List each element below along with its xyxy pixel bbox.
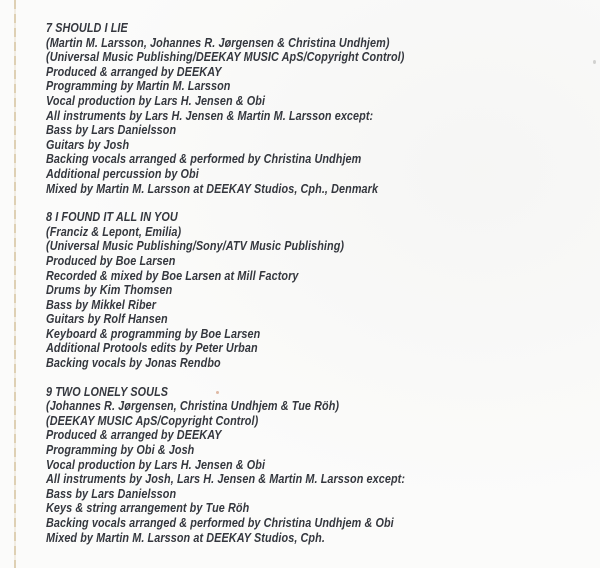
credit-line: All instruments by Lars H. Jensen & Martin M. Larsson except:: [46, 108, 374, 123]
credit-line: Vocal production by Lars H. Jensen & Obi: [46, 457, 266, 472]
credit-line: Guitars by Josh: [46, 137, 130, 152]
credit-line: Produced & arranged by DEEKAY: [46, 428, 222, 443]
credit-line: Bass by Mikkel Riber: [46, 297, 157, 312]
credit-line: Bass by Lars Danielsson: [46, 123, 177, 138]
credit-line: Produced & arranged by DEEKAY: [46, 64, 222, 79]
credit-line: Produced by Boe Larsen: [46, 253, 176, 268]
credit-line: Backing vocals arranged & performed by Christina Undhjem: [46, 152, 362, 167]
credit-line: Recorded & mixed by Boe Larsen at Mill Factory: [46, 268, 299, 283]
credits-sections: [46, 21, 493, 545]
credit-line: Mixed by Martin M. Larsson at DEEKAY Studios, Cph.: [46, 530, 325, 545]
credit-line: (Franciz & Lepont, Emilia): [46, 224, 182, 239]
track-title: 9 TWO LONELY SOULS: [46, 384, 169, 399]
scan-speck: [593, 60, 596, 64]
credit-line: Additional percussion by Obi: [46, 166, 199, 181]
credit-line: (Universal Music Publishing/Sony/ATV Music Publishing): [46, 239, 345, 254]
track-credits-section: [46, 21, 493, 196]
credit-line: (Universal Music Publishing/DEEKAY MUSIC ApS/Copyright Control): [46, 50, 405, 65]
credit-line: Programming by Obi & Josh: [46, 443, 195, 458]
credit-line: Bass by Lars Danielsson: [46, 486, 177, 501]
credit-line: Drums by Kim Thomsen: [46, 283, 173, 298]
credit-line: Keyboard & programming by Boe Larsen: [46, 326, 261, 341]
track-title: 7 SHOULD I LIE: [46, 21, 128, 35]
credit-line: (Johannes R. Jørgensen, Christina Undhjem & Tue Röh): [46, 399, 340, 414]
credit-line: Additional Protools edits by Peter Urban: [46, 341, 258, 356]
credit-line: (DEEKAY MUSIC ApS/Copyright Control): [46, 413, 259, 428]
credit-line: Keys & string arrangement by Tue Röh: [46, 501, 250, 516]
track-title: 8 I FOUND IT ALL IN YOU: [46, 210, 178, 225]
credit-line: (Martin M. Larsson, Johannes R. Jørgensen & Christina Undhjem): [46, 35, 390, 50]
track-credits-section: [46, 210, 493, 371]
credit-line: Guitars by Rolf Hansen: [46, 312, 168, 327]
credit-line: Backing vocals arranged & performed by Christina Undhjem & Obi: [46, 516, 394, 530]
credit-line: Backing vocals by Jonas Rendbo: [46, 356, 221, 371]
track-credits-section: [46, 385, 493, 546]
credit-line: Vocal production by Lars H. Jensen & Obi: [46, 93, 266, 108]
credit-line: All instruments by Josh, Lars H. Jensen & Martin M. Larsson except:: [46, 472, 406, 487]
scan-fold-line: [14, 0, 16, 568]
credit-line: Mixed by Martin M. Larsson at DEEKAY Studios, Cph., Denmark: [46, 181, 379, 196]
credit-line: Programming by Martin M. Larsson: [46, 79, 231, 94]
